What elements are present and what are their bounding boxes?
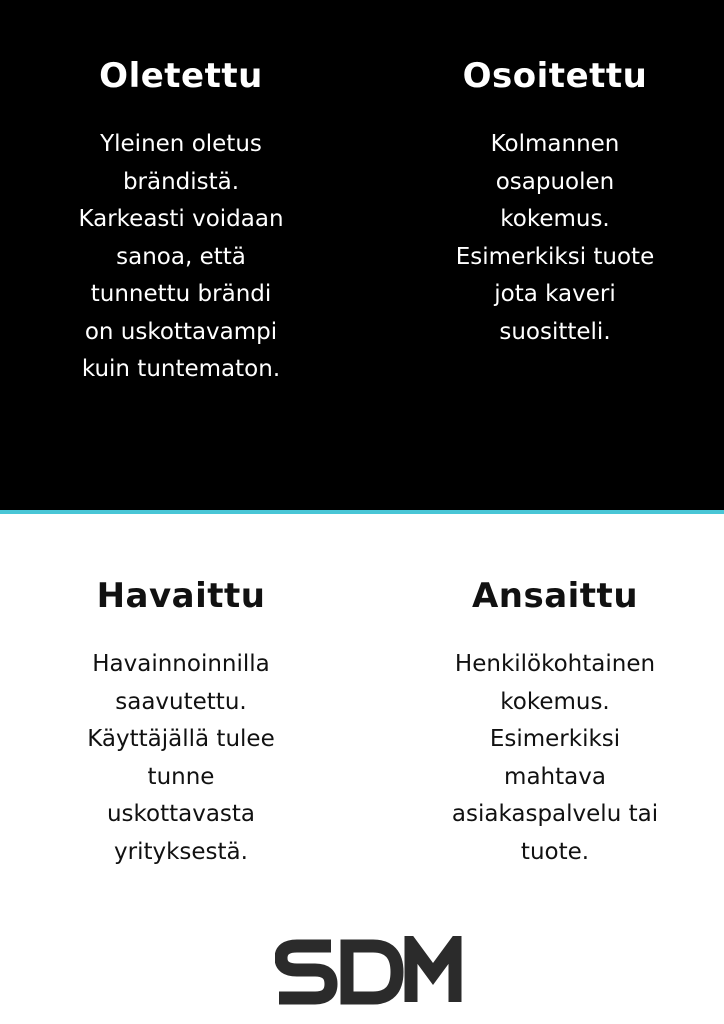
quadrant-oletettu	[41, 54, 321, 389]
quadrant-ansaittu	[415, 574, 695, 871]
quadrant-description: Henkilökohtainen kokemus. Esimerkiksi mahtava asiakaspalvelu tai tuote.	[451, 651, 659, 865]
quadrant-title: Ansaittu	[471, 576, 639, 616]
quadrant-title: Oletettu	[99, 56, 263, 96]
quadrant-osoitettu	[415, 54, 695, 351]
quadrant-description: Kolmannen osapuolen kokemus. Esimerkiksi tuote jota kaveri suositteli.	[455, 131, 655, 345]
quadrant-title: Osoitettu	[462, 56, 648, 96]
quadrant-havaittu	[41, 574, 321, 871]
quadrant-description: Yleinen oletus brändistä. Karkeasti voidaan sanoa, että tunnettu brändi on uskottavampi kuin tuntematon.	[78, 131, 284, 382]
quadrant-title: Havaittu	[96, 576, 266, 616]
sdm-logo-icon	[275, 936, 465, 1006]
top-section	[0, 0, 724, 510]
quadrant-description: Havainnoinnilla saavutettu. Käyttäjällä tulee tunne uskottavasta yrityksestä.	[87, 651, 275, 865]
sdm-logo	[275, 936, 465, 1006]
